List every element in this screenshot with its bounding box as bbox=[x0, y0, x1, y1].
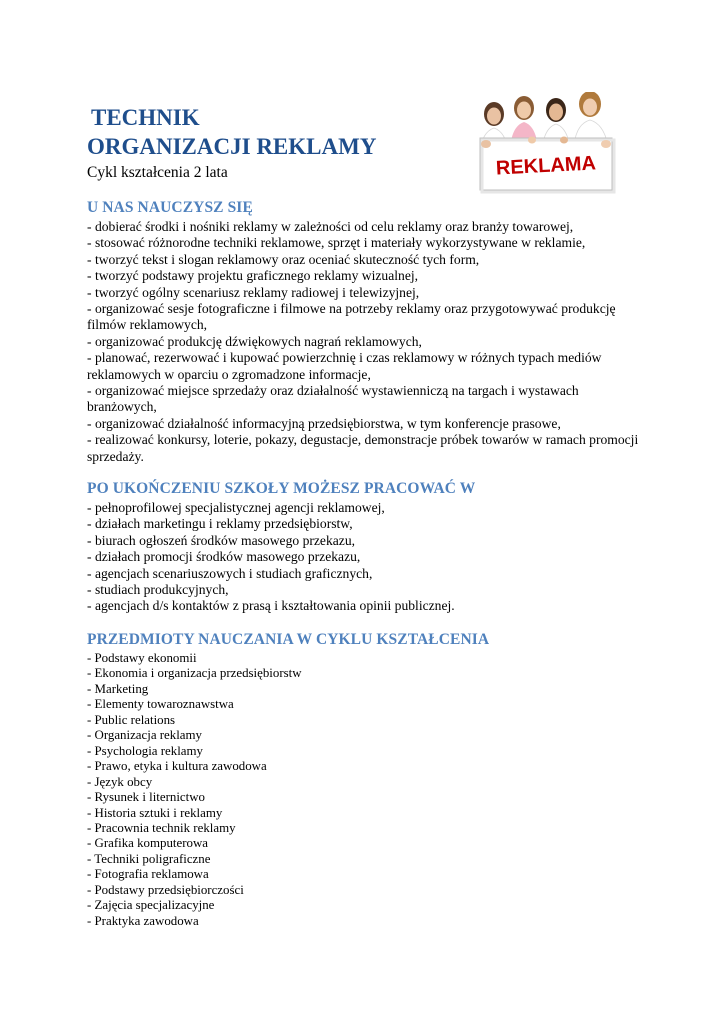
list-item: - Ekonomia i organizacja przedsiębiorstw bbox=[87, 666, 647, 681]
list-item: - tworzyć podstawy projektu graficznego reklamy wizualnej, bbox=[87, 268, 647, 284]
list-item: - agencjach scenariuszowych i studiach graficznych, bbox=[87, 566, 647, 582]
list-item: - Historia sztuki i reklamy bbox=[87, 806, 647, 821]
work-list bbox=[87, 500, 647, 615]
list-item: - Psychologia reklamy bbox=[87, 744, 647, 759]
reklama-photo bbox=[472, 92, 620, 196]
list-item: - stosować różnorodne techniki reklamowe, sprzęt i materiały wykorzystywane w reklamie, bbox=[87, 235, 647, 251]
list-item: - pełnoprofilowej specjalistycznej agencji reklamowej, bbox=[87, 500, 647, 516]
page-title-line-2: ORGANIZACJI REKLAMY bbox=[87, 134, 377, 159]
learn-list bbox=[87, 219, 647, 465]
section-subjects bbox=[87, 630, 647, 929]
section-career-options bbox=[87, 479, 647, 615]
section-heading: PRZEDMIOTY NAUCZANIA W CYKLU KSZTAŁCENIA bbox=[87, 631, 490, 648]
list-item: - organizować działalność informacyjną przedsiębiorstwa, w tym konferencje prasowe, bbox=[87, 416, 647, 432]
list-item: - Public relations bbox=[87, 713, 647, 728]
list-item: - realizować konkursy, loterie, pokazy, degustacje, demonstracje próbek towarów w ramach promocji sprzedaży. bbox=[87, 432, 647, 465]
list-item: - Grafika komputerowa bbox=[87, 836, 647, 851]
list-item: - organizować miejsce sprzedaży oraz działalność wystawienniczą na targach i wystawach branżowych, bbox=[87, 383, 647, 416]
list-item: - biurach ogłoszeń środków masowego przekazu, bbox=[87, 533, 647, 549]
subjects-list bbox=[87, 651, 647, 929]
list-item: - Zajęcia specjalizacyjne bbox=[87, 898, 647, 913]
reklama-sign bbox=[480, 138, 614, 192]
list-item: - studiach produkcyjnych, bbox=[87, 582, 647, 598]
list-item: - Pracownia technik reklamy bbox=[87, 821, 647, 836]
list-item: - Podstawy ekonomii bbox=[87, 651, 647, 666]
list-item: - planować, rezerwować i kupować powierzchnię i czas reklamowy w różnych typach mediów reklamowych w oparciu o zgromadzone informacje, bbox=[87, 350, 647, 383]
section-heading: U NAS NAUCZYSZ SIĘ bbox=[87, 199, 253, 216]
list-item: - organizować produkcję dźwiękowych nagrań reklamowych, bbox=[87, 334, 647, 350]
list-item: - agencjach d/s kontaktów z prasą i kształtowania opinii publicznej. bbox=[87, 598, 647, 614]
list-item: - Fotografia reklamowa bbox=[87, 867, 647, 882]
page-title-line-1: TECHNIK bbox=[91, 105, 200, 130]
list-item: - dobierać środki i nośniki reklamy w zależności od celu reklamy oraz branży towarowej, bbox=[87, 219, 647, 235]
list-item: - Rysunek i liternictwo bbox=[87, 790, 647, 805]
list-item: - Elementy towaroznawstwa bbox=[87, 697, 647, 712]
sign-text: REKLAMA bbox=[495, 152, 597, 180]
list-item: - Podstawy przedsiębiorczości bbox=[87, 883, 647, 898]
list-item: - Organizacja reklamy bbox=[87, 728, 647, 743]
list-item: - organizować sesje fotograficzne i filmowe na potrzeby reklamy oraz przygotowywać produkcję filmów reklamowych, bbox=[87, 301, 647, 334]
list-item: - działach promocji środków masowego przekazu, bbox=[87, 549, 647, 565]
list-item: - Praktyka zawodowa bbox=[87, 914, 647, 929]
list-item: - Marketing bbox=[87, 682, 647, 697]
section-heading: PO UKOŃCZENIU SZKOŁY MOŻESZ PRACOWAĆ W bbox=[87, 480, 476, 497]
list-item: - działach marketingu i reklamy przedsiębiorstw, bbox=[87, 516, 647, 532]
title-block bbox=[87, 103, 467, 183]
list-item: - Techniki poligraficzne bbox=[87, 852, 647, 867]
section-what-you-learn bbox=[87, 198, 647, 465]
list-item: - tworzyć tekst i slogan reklamowy oraz oceniać skuteczność tych form, bbox=[87, 252, 647, 268]
page-subtitle: Cykl kształcenia 2 lata bbox=[87, 164, 228, 181]
list-item: - Język obcy bbox=[87, 775, 647, 790]
list-item: - Prawo, etyka i kultura zawodowa bbox=[87, 759, 647, 774]
list-item: - tworzyć ogólny scenariusz reklamy radiowej i telewizyjnej, bbox=[87, 285, 647, 301]
